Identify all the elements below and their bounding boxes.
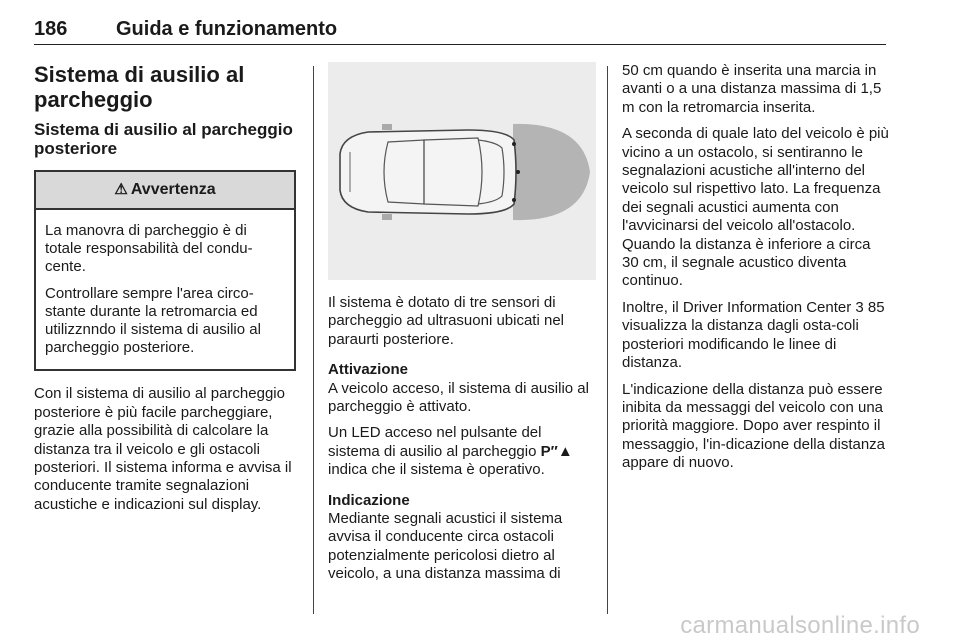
warning-title: Avvertenza bbox=[130, 181, 216, 198]
body-paragraph: Con il sistema di ausilio al parcheggio posteriore è più facile parcheggiare, grazie alla possibilità di calcolare la distanza tra il veicolo e gli ostacoli posteriori. Il sistema informa e avvisa il conducente tramite segnalazioni acustiche e indicazioni sul display. bbox=[34, 385, 292, 513]
sensor-left bbox=[512, 142, 516, 146]
warning-triangle-icon: ⚠ bbox=[114, 181, 128, 198]
activation-text: A veicolo acceso, il sistema di ausilio al parcheggio è attivato. bbox=[328, 379, 589, 416]
dic-paragraph bbox=[622, 299, 890, 373]
warning-body bbox=[36, 210, 294, 369]
dic-text-rest: visualizza la distanza dagli osta-coli posteriori modificando le linee di distanza. bbox=[622, 317, 859, 372]
mirror-right bbox=[382, 214, 392, 220]
page-reference-link[interactable]: 3 85 bbox=[855, 298, 885, 316]
body-paragraph: Il sistema è dotato di tre sensori di parcheggio ad ultrasuoni ubicati nel paraurti posteriore. bbox=[328, 294, 564, 348]
page-header bbox=[34, 10, 886, 45]
body-paragraph: L'indicazione della distanza può essere inibita da messaggi del veicolo con una priorità maggiore. Dopo aver respinto il messaggio, l'in-dicazione della distanza appare di nuovo. bbox=[622, 380, 886, 472]
column-divider bbox=[607, 66, 608, 614]
column-1 bbox=[34, 62, 298, 522]
sensor-right bbox=[512, 198, 516, 202]
activation-heading: Attivazione bbox=[328, 361, 409, 379]
indication-text: Mediante segnali acustici il sistema avvisa il conducente circa ostacoli potenzialmente pericolosi dietro al veicolo, a una distanza massima di bbox=[328, 510, 563, 583]
section-subtitle: Sistema di ausilio al parcheggio posteriore bbox=[34, 120, 293, 158]
section-title: Sistema di ausilio al parcheggio bbox=[34, 62, 245, 112]
mirror-left bbox=[382, 124, 392, 130]
column-2 bbox=[328, 62, 596, 592]
sensor-zone bbox=[513, 124, 590, 220]
sensor-center bbox=[516, 170, 520, 174]
activation-section bbox=[328, 361, 596, 416]
led-paragraph bbox=[328, 424, 596, 479]
warning-header bbox=[36, 172, 294, 210]
warning-paragraph: Controllare sempre l'area circo-stante durante la retromarcia ed utilizznndo il sistema di ausilio al parcheggio posteriore. bbox=[45, 284, 261, 357]
warning-box bbox=[34, 170, 296, 371]
body-paragraph: A seconda di quale lato del veicolo è più vicino a un ostacolo, si sentiranno le segnalazioni acustiche all'interno del veicolo sul rispettivo lato. La frequenza dei segnali acustici aumenta con l'avvicinarsi del veicolo all'ostacolo. Quando la distanza è inferiore a circa 30 cm, il segnale acustico diventa continuo. bbox=[622, 125, 889, 290]
indication-heading: Indicazione bbox=[328, 491, 410, 509]
parking-assist-icon: P″▲ bbox=[540, 442, 573, 460]
column-divider bbox=[313, 66, 314, 614]
column-3 bbox=[622, 62, 890, 481]
page-number: 186 bbox=[34, 18, 68, 40]
chapter-title: Guida e funzionamento bbox=[116, 18, 338, 40]
dic-text: Inoltre, il Driver Information Center bbox=[622, 298, 852, 316]
watermark: carmanualsonline.info bbox=[680, 612, 920, 639]
car-sensor-figure bbox=[328, 62, 596, 280]
led-text: Un LED acceso nel pulsante del sistema di ausilio al parcheggio bbox=[328, 424, 542, 460]
body-paragraph: 50 cm quando è inserita una marcia in avanti o a una distanza massima di 1,5 m con la retromarcia inserita. bbox=[622, 62, 882, 116]
warning-paragraph: La manovra di parcheggio è di totale responsabilità del condu-cente. bbox=[45, 222, 253, 276]
car-top-view-illustration bbox=[328, 62, 596, 280]
led-text-2: indica che il sistema è operativo. bbox=[328, 461, 545, 479]
indication-section bbox=[328, 492, 596, 584]
